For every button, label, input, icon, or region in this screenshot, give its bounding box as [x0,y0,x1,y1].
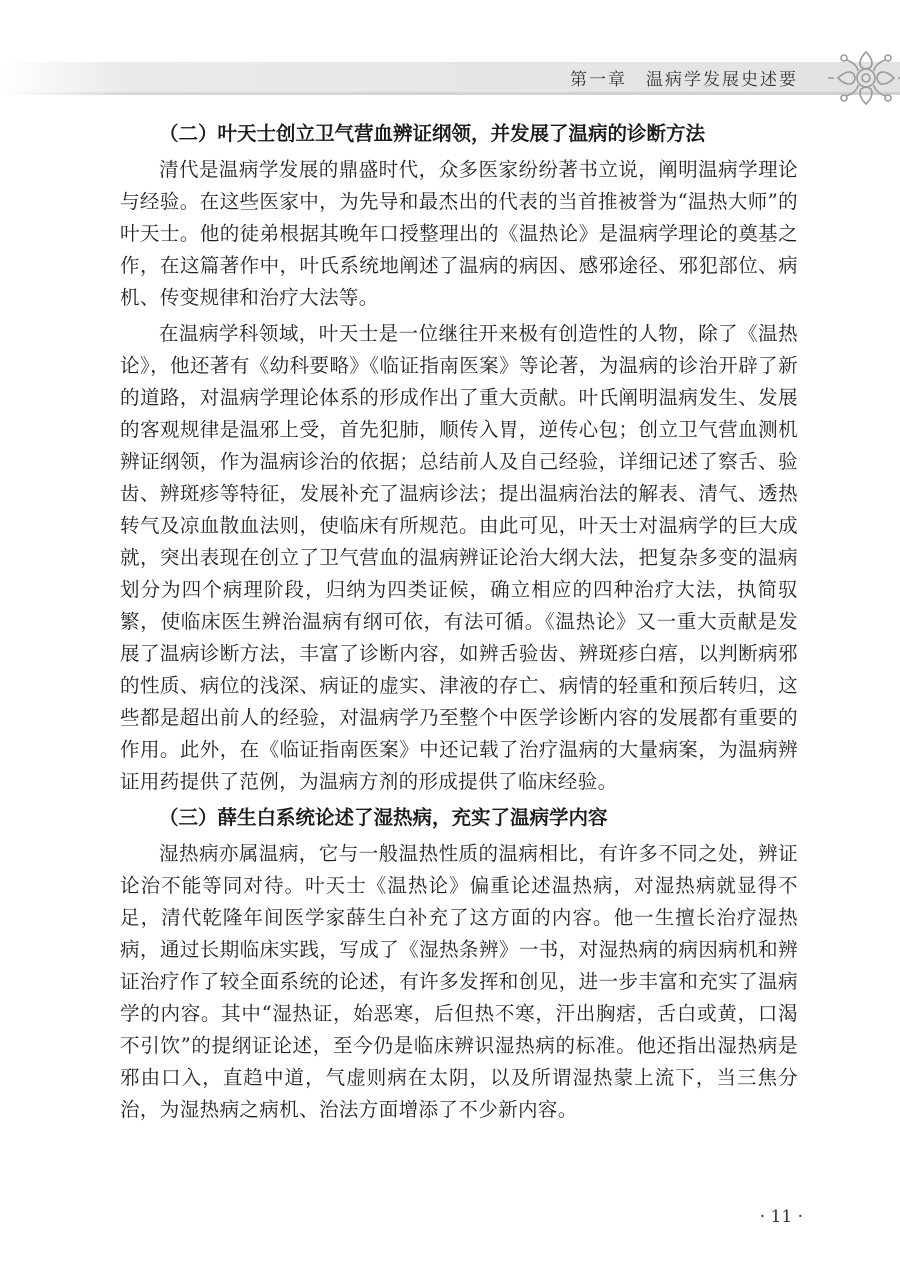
section-heading-2: （二）叶天士创立卫气营血辨证纲领，并发展了温病的诊断方法 [159,122,706,145]
paragraph: 湿热病亦属温病，它与一般温热性质的温病相比，有许多不同之处，辨证论治不能等同对待。叶天士《温热论》偏重论述温热病，对湿热病就显得不足，清代乾隆年间医学家薛生白补充了这方面的内容。他一生擅长治疗湿热病，通过长期临床实践，写成了《湿热条辨》一书，对湿热病的病因病机和辨证治疗作了较全面系统的论述，有许多发挥和创见，进一步丰富和充实了温病学的内容。其中“湿热证，始恶寒，后但热不寒，汗出胸痞，舌白或黄，口渴不引饮”的提纲证论述，至今仍是临床辨识湿热病的标准。他还指出湿热病是邪由口入，直趋中道，气虚则病在太阴，以及所谓湿热蒙上流下，当三焦分治，为湿热病之病机、治法方面增添了不少新内容。 [120,842,798,1121]
page-number: · 11 · [759,1207,803,1227]
paragraph: 清代是温病学发展的鼎盛时代，众多医家纷纷著书立说，阐明温病学理论与经验。在这些医家中，为先导和最杰出的代表的当首推被誉为“温热大师”的叶天士。他的徒弟根据其晚年口授整理出的《温热论》是温病学理论的奠基之作，在这篇著作中，叶氏系统地阐述了温病的病因、感邪途径、邪犯部位、病机、传变规律和治疗大法等。 [120,158,798,309]
section-heading-3: （三）薛生白系统论述了湿热病，充实了温病学内容 [159,806,608,829]
page-body [120,118,798,1130]
running-header-rule [0,92,900,95]
running-header-chapter-title: 第一章 温病学发展史述要 [570,70,798,90]
paragraph: 在温病学科领域，叶天士是一位继往开来极有创造性的人物，除了《温热论》，他还著有《幼科要略》《临证指南医案》等论著，为温病的诊治开辟了新的道路，对温病学理论体系的形成作出了重大贡献。叶氏阐明温病发生、发展的客观规律是温邪上受，首先犯肺，顺传入胃，逆传心包；创立卫气营血测机辨证纲领，作为温病诊治的依据；总结前人及自己经验，详细记述了察舌、验齿、辨斑疹等特征，发展补充了温病诊法；提出温病治法的解表、清气、透热转气及凉血散血法则，使临床有所规范。由此可见，叶天士对温病学的巨大成就，突出表现在创立了卫气营血的温病辨证论治大纲大法，把复杂多变的温病划分为四个病理阶段，归纳为四类证候，确立相应的四种治疗大法，执简驭繁，使临床医生辨治温病有纲可依，有法可循。《温热论》又一重大贡献是发展了温病诊断方法，丰富了诊断内容，如辨舌验齿、辨斑疹白痦，以判断病邪的性质、病位的浅深、病证的虚实、津液的存亡、病情的轻重和预后转归，这些都是超出前人的经验，对温病学乃至整个中医学诊断内容的发展都有重要的作用。此外，在《临证指南医案》中还记载了治疗温病的大量病案，为温病辨证用药提供了范例，为温病方剂的形成提供了临床经验。 [120,322,798,793]
decorative-ornament-icon [824,44,900,112]
